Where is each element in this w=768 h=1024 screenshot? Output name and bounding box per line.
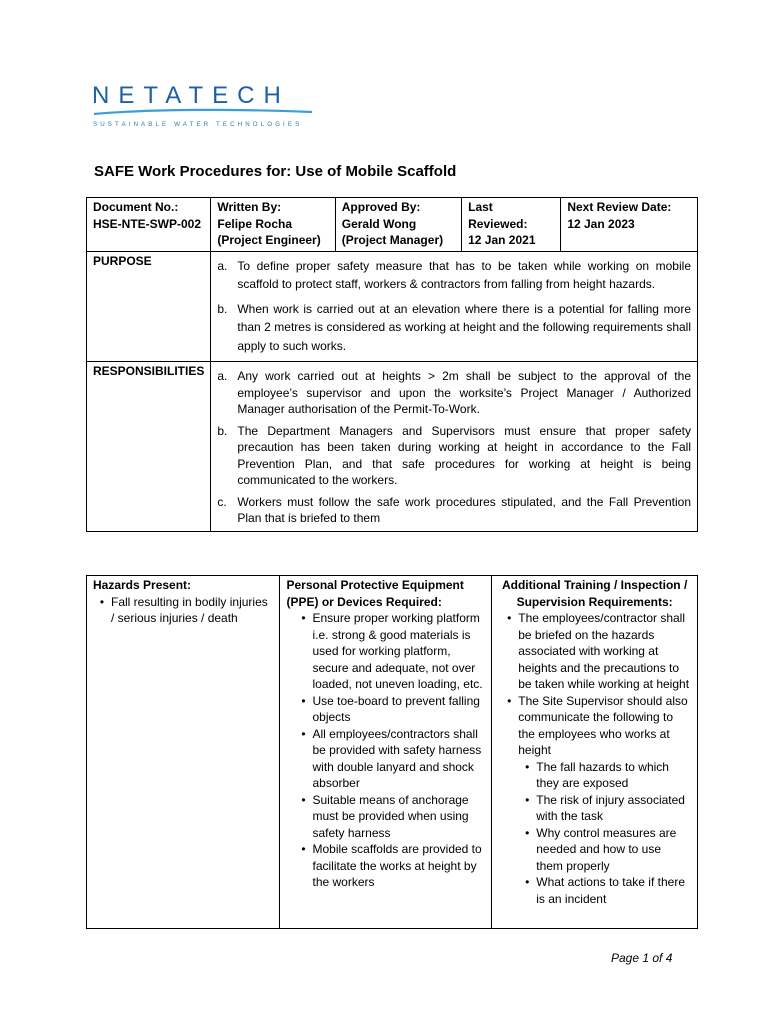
bullet-icon: • (525, 825, 530, 840)
purpose-item (217, 300, 691, 356)
written-by-cell (211, 198, 335, 252)
responsibility-text: Any work carried out at heights > 2m shall be subject to the approval of the employee’s supervisor and upon the worksite’s Project Manager / Authorized Manager authorisation of the Permit-To-Work. (237, 369, 691, 416)
purpose-label: PURPOSE (87, 251, 211, 362)
doc-no-cell (87, 198, 211, 252)
next-review-label: Next Review Date: (567, 200, 672, 214)
training-sub-list (498, 759, 691, 908)
hazards-cell (87, 576, 280, 929)
ppe-list (286, 610, 485, 891)
ppe-cell (280, 576, 492, 929)
logo-tagline: SUSTAINABLE WATER TECHNOLOGIES (93, 121, 303, 128)
ppe-item (294, 792, 485, 842)
list-marker: b. (217, 423, 228, 438)
hazards-header: Hazards Present: (93, 578, 192, 592)
bullet-icon: • (301, 792, 306, 807)
responsibilities-list (217, 368, 691, 527)
ppe-text: Mobile scaffolds are provided to facilitate the works at height by the workers (312, 842, 482, 889)
training-header: Additional Training / Inspection / Supervision Requirements: (501, 578, 688, 609)
training-sub-text: The fall hazards to which they are exposed (536, 759, 669, 790)
responsibility-text: The Department Managers and Supervisors must ensure that proper safety precaution has been taken during working at height in accordance to the Fall Prevention Plan, and that safe procedures for working at height is being communicated to the workers. (237, 423, 691, 487)
purpose-text: To define proper safety measure that has to be taken while working on mobile scaffold to protect staff, workers & contractors from falling from height hazards. (237, 258, 691, 291)
list-marker: a. (217, 369, 228, 383)
purpose-item (217, 257, 691, 294)
last-reviewed-label: Last Reviewed: (468, 200, 528, 231)
training-sub-text: What actions to take if there is an incident (536, 875, 685, 906)
responsibilities-label: RESPONSIBILITIES (87, 362, 211, 532)
header-row (87, 198, 698, 252)
responsibility-text: Workers must follow the safe work procedures stipulated, and the Fall Prevention Plan that is briefed to them (237, 494, 691, 525)
training-sub-item (518, 792, 691, 825)
doc-no-label: Document No.: (93, 200, 179, 214)
list-marker: b. (217, 301, 228, 316)
hazards-table (86, 575, 698, 929)
bullet-icon: • (301, 611, 306, 625)
responsibilities-row (87, 362, 698, 532)
approved-by-role: (Project Manager) (341, 233, 444, 247)
last-reviewed-cell (462, 198, 561, 252)
approved-by-label: Approved By: (341, 200, 421, 214)
hazards-row (87, 576, 698, 929)
training-sub-item (518, 759, 691, 792)
training-item (500, 693, 691, 759)
bullet-icon: • (301, 726, 306, 741)
hazards-list (93, 594, 273, 627)
training-text: The Site Supervisor should also communicate the following to the employees who works at height (518, 693, 688, 757)
page-number: Page 1 of 4 (611, 951, 673, 965)
training-list (498, 610, 691, 759)
written-by-label: Written By: (217, 200, 282, 214)
next-review-value: 12 Jan 2023 (567, 216, 635, 231)
training-sub-item (518, 874, 691, 907)
purpose-text: When work is carried out at an elevation where there is a potential for falling more than 2 metres is considered as working at height and the following requirements shall apply to such works. (237, 301, 691, 353)
purpose-list (217, 257, 691, 356)
bullet-icon: • (525, 792, 530, 807)
last-reviewed-value: 12 Jan 2021 (468, 233, 536, 247)
doc-no-value: HSE-NTE-SWP-002 (93, 216, 202, 231)
next-review-cell (561, 198, 698, 252)
responsibilities-content (211, 362, 698, 532)
hazard-item (93, 594, 273, 627)
bullet-icon: • (525, 875, 530, 889)
training-sub-text: The risk of injury associated with the task (536, 792, 685, 823)
ppe-text: All employees/contractors shall be provided with safety harness with double lanyard and shock absorber (312, 726, 482, 790)
ppe-text: Suitable means of anchorage must be provided when using safety harness (312, 792, 469, 840)
ppe-item (294, 693, 485, 726)
purpose-row (87, 251, 698, 362)
approved-by-cell (335, 198, 461, 252)
responsibility-item (217, 494, 691, 527)
ppe-item (294, 841, 485, 891)
bullet-icon: • (507, 611, 512, 625)
list-marker: a. (217, 258, 228, 273)
ppe-header: Personal Protective Equipment (PPE) or Devices Required: (286, 578, 464, 609)
ppe-item (294, 610, 485, 693)
wave-swoosh-icon (92, 108, 314, 118)
bullet-icon: • (507, 693, 512, 708)
written-by-role: (Project Engineer) (217, 233, 321, 247)
purpose-content (211, 251, 698, 362)
written-by-name: Felipe Rocha (217, 216, 293, 231)
bullet-icon: • (301, 842, 306, 856)
procedure-info-table (86, 197, 698, 532)
document-title: SAFE Work Procedures for: Use of Mobile Scaffold (94, 163, 457, 180)
responsibility-item (217, 423, 691, 489)
ppe-text: Use toe-board to prevent falling objects (312, 693, 480, 724)
responsibility-item (217, 368, 691, 418)
ppe-item (294, 726, 485, 792)
training-item (500, 610, 691, 693)
training-cell (492, 576, 698, 929)
logo-wordmark: NETATECH (92, 82, 290, 109)
training-sub-item (518, 825, 691, 875)
training-sub-text: Why control measures are needed and how to use them properly (536, 825, 677, 873)
bullet-icon: • (99, 594, 105, 609)
ppe-text: Ensure proper working platform i.e. strong & good materials is used for working platform, secure and adequate, not over loaded, not uneven loading, etc. (312, 611, 483, 691)
bullet-icon: • (301, 693, 306, 708)
bullet-icon: • (525, 759, 530, 774)
training-text: The employees/contractor shall be briefed on the hazards associated with working at heights and the precautions to be taken while working at height (518, 611, 690, 691)
approved-by-name: Gerald Wong (341, 216, 417, 231)
hazard-text: Fall resulting in bodily injuries / serious injuries / death (111, 594, 268, 625)
list-marker: c. (217, 494, 227, 509)
